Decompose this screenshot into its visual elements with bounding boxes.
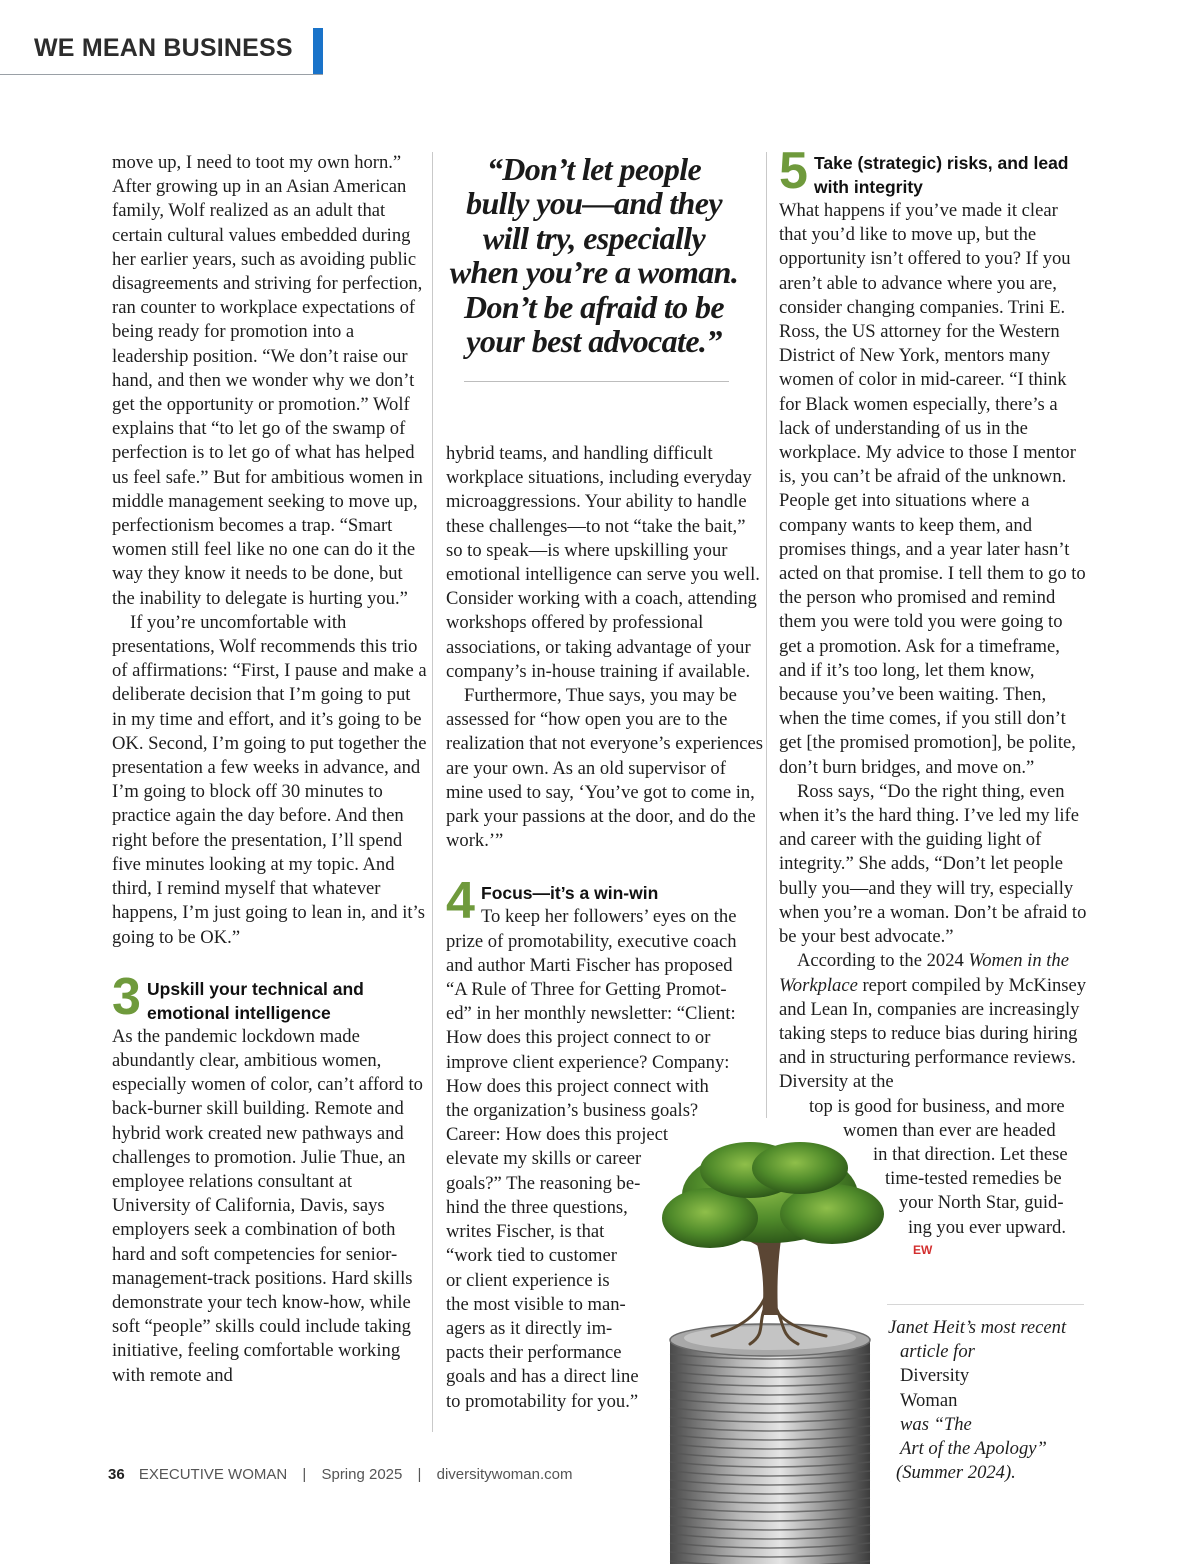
end-mark: EW (913, 1242, 933, 1257)
website: diversitywoman.com (436, 1466, 573, 1483)
footer-divider: | (417, 1466, 422, 1483)
text-line: writes Fischer, is that (446, 1221, 605, 1243)
section-number: 3 (112, 967, 141, 1026)
issue-date: Spring 2025 (321, 1466, 403, 1483)
paragraph: As the pandemic lockdown made abundantly clear, ambitious women, especially women of color, can’t afford to back-burner skill building. Remote and hybrid work created new pathways and challenges to promotion. Julie Thue, an employee relations consultant at University of California, Davis, says employers seek a combination of both hard and soft competencies for senior-management-track positions. Hard skills demonstrate your tech know-how, while soft “people” skills could include taking initiative, feeling comfortable working with remote and (112, 1025, 423, 1386)
text-run: report compiled by McKinsey and Lean In, companies are increasingly taking steps to reduce bias during hiring and in structuring performance reviews. Diversity at the (779, 974, 1087, 1093)
paragraph: What happens if you’ve made it clear that you’d like to move up, but the opportunity isn’t offered to you? If you aren’t able to advance where you are, consider changing companies. Trini E. Ross, the US attorney for the Western District of New York, mentors many women of color in mid-career. “I think for Black women especially, there’s a lack of understanding of us in the workplace. My advice to those I mentor is, you can’t be afraid of the unknown. People get into situations where a company wants to keep them, and promises things, and a year later hasn’t acted on that promise. I tell them to go to the person who promised and remind them you were told you were going to get a promotion. Ask for a timeframe, and if it’s too long, let them know, because you’ve been waiting. Then, when the time comes, if you still don’t get [the promised promotion], be polite, don’t burn bridges, and move on.” (779, 200, 1086, 778)
magazine-name: Woman (900, 1389, 958, 1411)
column-rule-right (766, 152, 767, 1118)
text-run: According to the 2024 (797, 950, 969, 972)
text-line: “work tied to customer (446, 1245, 617, 1267)
bio-line (900, 1389, 1090, 1437)
text-line: the organization’s business goals? (446, 1100, 699, 1122)
section-title-line: Take (strategic) risks, and lead (814, 153, 1069, 173)
bio-line: Janet Heit’s most recent (888, 1317, 1067, 1338)
pull-quote-line: Don’t be afraid to be (464, 288, 724, 325)
section-title-line: with integrity (814, 177, 923, 197)
article-column-3 (779, 142, 1089, 1260)
text-line: top is good for business, and more (809, 1095, 1065, 1117)
column-rule-left (432, 152, 433, 1432)
bio-line: (Summer 2024). (896, 1462, 1016, 1484)
footer-divider: | (302, 1466, 307, 1483)
section-title-line: emotional intelligence (147, 1002, 331, 1023)
bio-divider (887, 1304, 1084, 1305)
text-line: ed” in her monthly newsletter: “Client: (446, 1003, 736, 1025)
text-line: and author Marti Fischer has proposed (446, 954, 733, 976)
text-line: “A Rule of Three for Getting Promot- (446, 979, 727, 1001)
section-number: 5 (779, 142, 808, 200)
text-line: or client experience is (446, 1269, 610, 1291)
text-line: How does this project connect with (446, 1075, 709, 1097)
magazine-name: Diversity (900, 1365, 970, 1387)
text-line: elevate my skills or career (446, 1148, 642, 1170)
section-title-line: Upskill your technical and (147, 978, 364, 999)
pull-quote-line: when you’re a woman. (449, 254, 739, 291)
text-line: prize of promotability, executive coach (446, 930, 737, 952)
section-5-heading (779, 142, 1089, 200)
page-number: 36 (108, 1466, 125, 1483)
article-column-1 (112, 151, 427, 1388)
text-line: the most visible to man- (446, 1293, 626, 1315)
paragraph (779, 949, 1089, 1094)
text-line: agers as it directly im- (446, 1317, 613, 1339)
pull-quote-line: “Don’t let people (486, 151, 702, 187)
pull-quote-line: your best advocate.” (466, 323, 722, 360)
text-line: hind the three questions, (446, 1196, 628, 1218)
paragraph: Furthermore, Thue says, you may be assessed for “how open you are to the realization that not everyone’s experiences are your own. As an old supervisor of mine used to say, ‘You’ve got to come in, park your passions at the door, and do the work.’” (446, 685, 763, 852)
paragraph: If you’re uncomfortable with presentations, Wolf recommends this trio of affirmations: “First, I pause and make a deliberate decision that I’m going to put in my time and effort, and it’s going to be OK. Second, I’m going to put together the presentation a few weeks in advance, and I’m going to block off 30 minutes to practice again the day before. And then right before the presentation, I’ll spend five minutes looking at my topic. And third, I remind myself that whatever happens, I’m just going to lean in, and it’s going to be OK.” (112, 611, 427, 948)
magazine-name: EXECUTIVE WOMAN (138, 1466, 288, 1483)
section-header (0, 28, 323, 75)
pull-quote (446, 152, 742, 358)
text-line: goals and has a direct line (446, 1366, 639, 1388)
text-line: to promotability for you.” (446, 1390, 639, 1412)
paragraph: move up, I need to toot my own horn.” After growing up in an Asian American family, Wolf realized as an adult that certain cultural values embedded during her earlier years, such as avoiding public disagreements and striving for perfection, ran counter to workplace expectations of being ready for promotion into a leadership position. “We don’t raise our hand, and then we wonder why we don’t get the opportunity or promotion.” Wolf explains that “to let go of the swamp of perfection is to let go of what has helped us feel safe.” But for ambitious women in middle management seeking to move up, perfectionism becomes a trap. “Smart women still feel like no one can do it the way they know it needs to be done, but the inability to delegate is hurting you.” (112, 152, 423, 609)
section-3-heading (112, 967, 427, 1026)
bio-line: Art of the Apology” (900, 1438, 1047, 1460)
text-line: ing you ever upward. (908, 1216, 1067, 1238)
text-line: time-tested remedies be (885, 1168, 1062, 1190)
text-run: was “The (900, 1413, 972, 1435)
text-line: women than ever are headed (843, 1119, 1056, 1141)
page-footer (108, 1466, 573, 1483)
pull-quote-divider (464, 381, 729, 382)
text-line: Career: How does this project (446, 1124, 669, 1146)
text-line: your North Star, guid- (899, 1192, 1064, 1214)
pull-quote-line: will try, especially (482, 219, 706, 256)
bio-line (900, 1340, 1090, 1388)
text-line: goals?” The reasoning be- (446, 1172, 641, 1194)
text-line: How does this project connect to or (446, 1027, 711, 1049)
paragraph: Ross says, “Do the right thing, even when it’s the hard thing. I’ve led my life and career with the guiding light of integrity.” She adds, “Don’t let people bully you—and they will try, especially when you’re a woman. Don’t be afraid to be your best advocate.” (779, 780, 1087, 948)
author-bio (880, 1316, 1090, 1485)
section-title-line: Focus—it’s a win-win (481, 883, 659, 904)
section-title: WE MEAN BUSINESS (34, 34, 293, 62)
pull-quote-line: bully you—and they (466, 185, 722, 222)
paragraph: hybrid teams, and handling difficult workplace situations, including everyday microaggressions. Your ability to handle these challenges—to not “take the bait,” so to speak—is where upskilling your emotional intelligence can serve you well. Consider working with a coach, attending workshops offered by professional associations, or taking advantage of your company’s in-house training if available. (446, 443, 760, 682)
header-accent-bar (313, 28, 323, 74)
text-line: pacts their performance (446, 1342, 622, 1364)
text-run: article for (900, 1341, 975, 1363)
report-title: Women in the Workplace (779, 950, 1069, 996)
text-line: in that direction. Let these (873, 1143, 1068, 1165)
text-line: improve client experience? Company: (446, 1051, 730, 1073)
tree-on-coins-illustration (650, 1140, 910, 1564)
text-line: To keep her followers’ eyes on the (481, 906, 737, 928)
section-number: 4 (446, 872, 475, 931)
